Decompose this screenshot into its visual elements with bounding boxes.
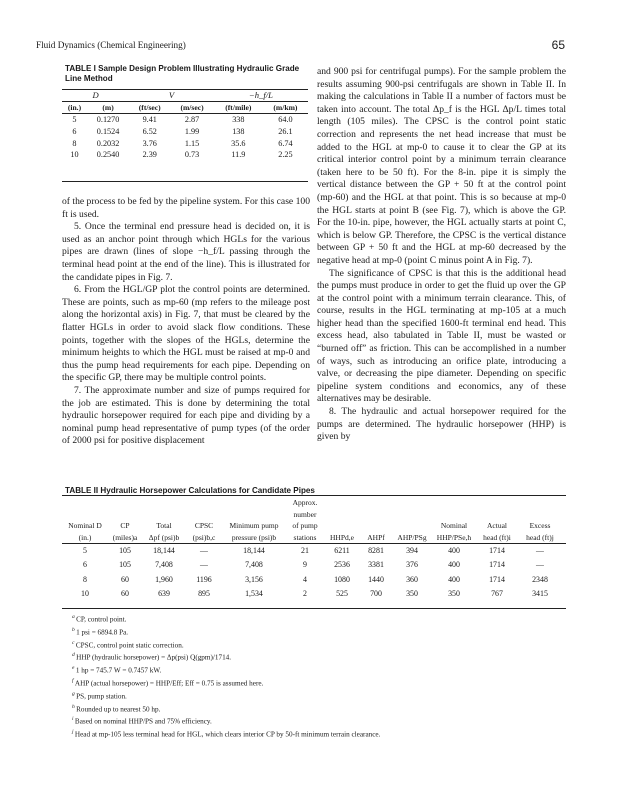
table-cell: 639: [158, 589, 170, 599]
table-cell: 338: [232, 114, 245, 124]
table-cell: 4: [303, 574, 307, 584]
table-cell: 525: [336, 589, 348, 599]
table-cell: 6: [72, 126, 77, 136]
table-cell: 895: [198, 589, 210, 599]
table-cell: 6.52: [142, 126, 157, 136]
table2-header: head (ft)j: [526, 533, 554, 543]
table-cell: —: [200, 546, 208, 556]
table-cell: 6.74: [278, 138, 293, 148]
footnote-text: CP, control point.: [76, 615, 127, 624]
table-cell: 35.6: [231, 138, 246, 148]
table-cell: 1.15: [184, 138, 200, 148]
table1-unit: (in.): [67, 103, 82, 113]
footnote-text: 1 psi = 6894.8 Pa.: [76, 628, 129, 637]
table2-header: Nominal D: [68, 521, 102, 531]
footnote: [72, 702, 380, 715]
running-title: Fluid Dynamics (Chemical Engineering): [36, 40, 186, 50]
table-cell: 0.1270: [96, 114, 120, 124]
table-cell: —: [200, 560, 208, 570]
table-cell: 1,960: [155, 574, 173, 584]
footnote-mark: j: [72, 729, 75, 736]
table1-unit: (m): [102, 103, 114, 113]
footnote-mark: e: [72, 665, 76, 672]
footnote: [72, 638, 380, 651]
table-row: [62, 149, 308, 161]
table-cell: —: [536, 560, 544, 570]
table-cell: 350: [448, 589, 460, 599]
table1-caption: TABLE I Sample Design Problem Illustrating Hydraulic Grade Line Method: [65, 64, 300, 83]
table-cell: 18,144: [153, 546, 175, 556]
table2-header: Nominal: [440, 521, 468, 531]
table-cell: 10: [81, 589, 89, 599]
page-number: 65: [551, 38, 565, 52]
table-cell: 1714: [489, 574, 505, 584]
table2-header: Actual: [487, 521, 507, 531]
footnote-mark: i: [72, 716, 75, 723]
table-cell: 10: [70, 150, 79, 160]
table2-header: HHP/PSe,h: [436, 533, 472, 543]
table-cell: 3,156: [245, 574, 263, 584]
table-cell: 8: [72, 138, 77, 148]
table2-header: AHPf: [367, 533, 385, 543]
table1-symbol-hf: −h_f/L: [214, 89, 308, 101]
table-cell: 400: [448, 560, 460, 570]
table-cell: 21: [301, 546, 309, 556]
table-cell: 400: [448, 546, 460, 556]
table-cell: 138: [232, 126, 245, 136]
table-cell: 2.39: [142, 150, 157, 160]
table2-header: pressure (psi)b: [231, 533, 277, 543]
footnote: [72, 625, 380, 638]
footnote: [72, 663, 380, 676]
table-row: [62, 125, 308, 137]
table-cell: 1080: [334, 574, 350, 584]
table2-header: Approx.: [292, 498, 318, 508]
table-cell: 394: [406, 546, 418, 556]
table-cell: 700: [370, 589, 382, 599]
table-cell: 0.73: [184, 150, 200, 160]
table-cell: 400: [448, 574, 460, 584]
footnote-text: 1 hp = 745.7 W = 0.7457 kW.: [75, 666, 162, 675]
table-cell: 360: [406, 574, 418, 584]
table1-symbol-d: D: [62, 89, 129, 101]
footnote-text: HHP (hydraulic horsepower) = Δp(psi) Q(gpm)/1714.: [76, 653, 232, 662]
paragraph: 5. Once the terminal end pressure head is decided on, it is used as an anchor point through which HGLs for the various pipes are drawn (lines of slope −h_f/L passing through the terminal head point at the end of the line). This is illustrated for the candidate pipes in Fig. 7.: [62, 221, 310, 283]
table-cell: 2.87: [184, 114, 200, 124]
footnote: [72, 689, 380, 702]
table-cell: 8: [83, 574, 87, 584]
table-cell: 11.9: [231, 150, 246, 160]
footnote-mark: h: [72, 703, 77, 710]
table2-bottom-rule: [62, 608, 566, 609]
paragraph: 8. The hydraulic and actual horsepower required for the pumps are determined. The hydraulic horsepower (HHP) is given by: [317, 406, 566, 443]
footnote-text: PS, pump station.: [76, 692, 127, 701]
table-cell: 1,534: [245, 589, 263, 599]
table-cell: 9: [303, 560, 307, 570]
table2-header: Total: [156, 521, 172, 531]
table1-unit: (m/sec): [180, 103, 204, 113]
table-cell: 8281: [368, 546, 384, 556]
table-row: [62, 543, 562, 557]
right-column: [317, 66, 566, 444]
table-cell: 0.1524: [96, 126, 120, 136]
table-cell: 0.2540: [96, 150, 120, 160]
table-cell: 3381: [368, 560, 384, 570]
table2-header: Excess: [529, 521, 551, 531]
table-row: [62, 114, 308, 126]
table-cell: 9.41: [142, 114, 157, 124]
paragraph: 6. From the HGL/GP plot the control points are determined. These are points, such as mp-60 (mp refers to the mileage post along the horizontal axis) in Fig. 7, that must be cleared by the flatter HGLs in order to avoid slack flow conditions. These points, together with the slopes of the HGLs, determine the minimum heights to which the HGL must be raised at mp-0 and thus the pump head requirements for each pipe. Depending on the specific GP, there may be multiple control points.: [62, 284, 310, 384]
table2-header: CPSC: [194, 521, 214, 531]
table2: [62, 497, 562, 601]
table-cell: 6211: [334, 546, 350, 556]
table1-unit: (ft/mile): [225, 103, 252, 113]
table-cell: 767: [491, 589, 503, 599]
table-cell: 64.0: [278, 114, 293, 124]
paragraph: and 900 psi for centrifugal pumps). For the sample problem the results assuming 900-psi centrifugals are shown in Table II. In making the calculations in Table II a number of factors must be taken into account. The total Δp_f is the HGL Δp/L times total length (105 miles). The CPSC is the control point static correction and represents the net head increase that must be added to the HGL at mp-0 to cause it to clear the GP at its critical interior control point by a minimum terrain clearance (taken here to be 50 ft). For the 8-in. pipe it is simply the vertical distance between the GP + 50 ft at the control point (mp-60) and the HGL at that point. This is so because at mp-0 the HGL starts at point B (see Fig. 7), which is above the GP. For the 10-in. pipe, however, the HGL actually starts at point C, which is below GP. Therefore, the CPSC is the vertical distance between GP + 50 ft and the HGL at mp-60 decreased by the negative head at mp-0 (point C minus point A in Fig. 7).: [317, 66, 566, 266]
footnote-mark: b: [72, 626, 77, 633]
table-cell: 18,144: [243, 546, 265, 556]
table-cell: 350: [406, 589, 418, 599]
paragraph: The significance of CPSC is that this is the additional head the pumps must produce in order to get the fluid up over the GP at the control point with a minimum terrain clearance. This, of course, results in the HGL terminating at mp-105 at a much higher head than the specified 1600-ft terminal end head. This excess head, also tabulated in Table II, must be wasted or “burned off” as friction. This can be accomplished in a number of ways, such as introducing an orifice plate, introducing a valve, or decreasing the pipe diameter. Depending on specific pipeline system conditions and economics, any of these alternatives may be desirable.: [317, 267, 566, 405]
table1-unit: (m/km): [273, 103, 298, 113]
table-cell: 2348: [532, 574, 548, 584]
table2-header: head (ft)i: [483, 533, 511, 543]
footnote-text: AHP (actual horsepower) = HHP/Eff; Eff = 0.75 is assumed here.: [74, 679, 264, 688]
table-cell: 105: [119, 546, 131, 556]
table-cell: 1.99: [184, 126, 200, 136]
table-cell: 1714: [489, 560, 505, 570]
table1: [62, 89, 308, 161]
table-cell: 376: [406, 560, 418, 570]
table-row: [62, 587, 562, 601]
footnote-mark: a: [72, 614, 77, 620]
table-cell: 2: [303, 589, 307, 599]
table-cell: 3.76: [142, 138, 157, 148]
table-cell: 7,408: [155, 560, 173, 570]
footnote-mark: f: [72, 677, 75, 684]
table-row: [62, 558, 562, 572]
table2-header: (psi)b,c: [192, 533, 216, 543]
table2-header: AHP/PSg: [397, 533, 427, 543]
table-cell: —: [536, 546, 544, 556]
table2-header: of pump: [292, 521, 318, 531]
table-cell: 2536: [334, 560, 350, 570]
left-column: [62, 196, 310, 448]
table1-unit: (ft/sec): [138, 103, 161, 113]
table-cell: 60: [121, 589, 129, 599]
table2-footnotes: [72, 612, 380, 740]
table-cell: 5: [83, 546, 87, 556]
table2-header: Δpf (psi)b: [148, 533, 180, 543]
table2-top-rule: [62, 495, 566, 496]
table-cell: 105: [119, 560, 131, 570]
footnote-mark: d: [72, 652, 77, 659]
footnote-text: Rounded up to nearest 50 hp.: [76, 704, 161, 713]
table-cell: 26.1: [278, 126, 293, 136]
table1-bottom-rule: [62, 181, 308, 182]
footnote: [72, 727, 380, 740]
table-cell: 3415: [532, 589, 548, 599]
footnote-text: Head at mp-105 less terminal head for HGL, which clears interior CP by 50-ft minimum terrain clearance.: [74, 730, 381, 739]
table-row: [62, 572, 562, 586]
table-cell: 6: [83, 560, 87, 570]
table2-caption: TABLE II Hydraulic Horsepower Calculations for Candidate Pipes: [65, 486, 315, 495]
footnote-mark: c: [72, 639, 76, 646]
footnote: [72, 714, 380, 727]
table1-header-rule: [62, 113, 308, 114]
paragraph: of the process to be fed by the pipeline system. For this case 100 ft is used.: [62, 196, 310, 220]
table2-header: HHPd,e: [330, 533, 354, 543]
footnote-text: CPSC, control point static correction.: [75, 640, 184, 649]
footnote: [72, 650, 380, 663]
table2-header-rule: [62, 543, 566, 544]
footnote-mark: g: [72, 690, 77, 697]
table-row: [62, 137, 308, 149]
table-cell: 1440: [368, 574, 384, 584]
table-cell: 60: [121, 574, 129, 584]
footnote: [72, 612, 380, 625]
table2-header: (miles)a: [112, 533, 138, 543]
footnote-text: Based on nominal HHP/PS and 75% efficiency.: [74, 717, 212, 726]
paragraph: 7. The approximate number and size of pumps required for the job are estimated. This is done by determining the total hydraulic horsepower required for each pipe and dividing by a nominal pump head representative of pump types (of the order of 2000 psi for positive displacement: [62, 384, 310, 447]
table-cell: 2.25: [278, 150, 293, 160]
table-cell: 0.2032: [96, 138, 120, 148]
footnote: [72, 676, 380, 689]
table-cell: 5: [72, 114, 77, 124]
table2-header: (in.): [78, 533, 92, 543]
table-cell: 1714: [489, 546, 505, 556]
table-cell: 1196: [196, 574, 212, 584]
table2-header: number: [293, 509, 317, 519]
table2-header: stations: [293, 533, 317, 543]
table2-header: CP: [120, 521, 130, 531]
table2-header: Minimum pump: [229, 521, 279, 531]
table-cell: 7,408: [245, 560, 263, 570]
table1-symbol-v: V: [129, 89, 214, 101]
